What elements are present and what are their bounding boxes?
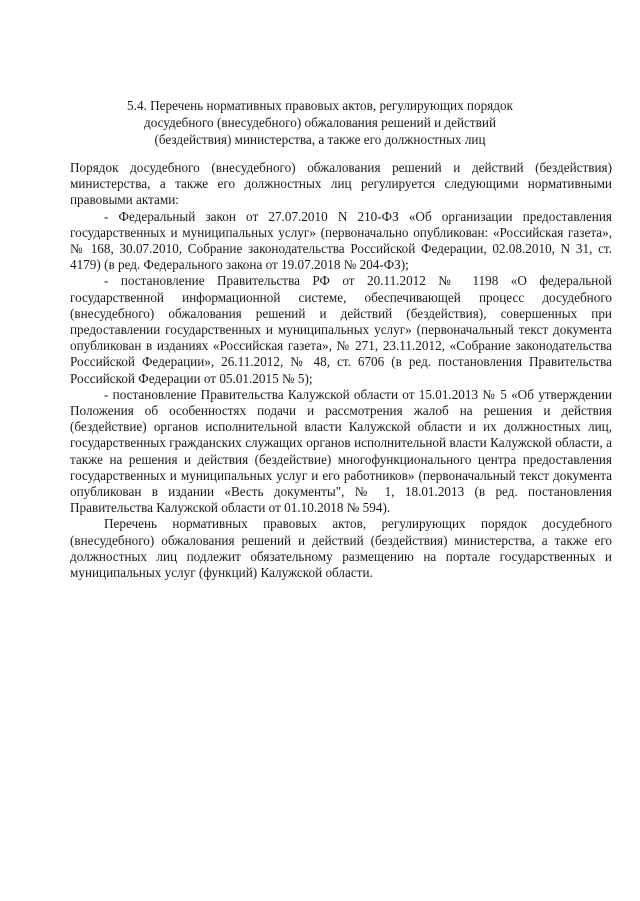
regional-resolution-list-item: - постановление Правительства Калужской области от 15.01.2013 № 5 «Об утверждении Положения об особенностях подачи и рассмотрения жалоб на решения и действия (бездействие) органов исполнительной власти Калужской области и их должностных лиц, государственных гражданских служащих органов исполнительной власти Калужской области, а также на решения и действия (бездействие) многофункционального центра предоставления государственных и муниципальных услуг и его работников» (первоначальный текст документа опубликован в издании «Весть документы", № 1, 18.01.2013 (в ред. постановления Правительства Калужской области от 01.10.2018 № 594). — [70, 386, 612, 516]
federal-law-list-item: - Федеральный закон от 27.07.2010 N 210-ФЗ «Об организации предоставления государственных и муниципальных услуг» (первоначально опубликован: «Российская газета», № 168, 30.07.2010, Собрание законодательства Российской Федерации, 02.08.2010, N 31, ст. 4179) (в ред. Федерального закона от 19.07.2018 № 204-ФЗ); — [70, 208, 612, 273]
intro-paragraph: Порядок досудебного (внесудебного) обжалования решений и действий (бездействия) министерства, а также его должностных лиц регулируется следующими нормативными правовыми актами: — [70, 160, 612, 208]
government-resolution-list-item: - постановление Правительства РФ от 20.11.2012 № 1198 «О федеральной государственной информационной системе, обеспечивающей процесс досудебного (внесудебного) обжалования решений и действий (бездействия), совершенных при предоставлении государственных и муниципальных услуг» (первоначальный текст документа опубликован в изданиях «Российская газета», № 271, 23.11.2012, «Собрание законодательства Российской Федерации», 26.11.2012, № 48, ст. 6706 (в ред. постановления Правительства Российской Федерации от 05.01.2015 № 5); — [70, 273, 612, 386]
section-heading-line-2: досудебного (внесудебного) обжалования решений и действий — [143, 115, 497, 130]
section-heading — [100, 97, 540, 148]
section-heading-line-1: 5.4. Перечень нормативных правовых актов, регулирующих порядок — [127, 98, 513, 113]
section-heading-line-3: (бездействия) министерства, а также его должностных лиц — [154, 132, 486, 147]
document-body — [70, 160, 612, 581]
publication-requirement-paragraph: Перечень нормативных правовых актов, регулирующих порядок досудебного (внесудебного) обжалования решений и действий (бездействия) министерства, а также его должностных лиц подлежит обязательному размещению на портале государственных и муниципальных услуг (функций) Калужской области. — [70, 516, 612, 581]
